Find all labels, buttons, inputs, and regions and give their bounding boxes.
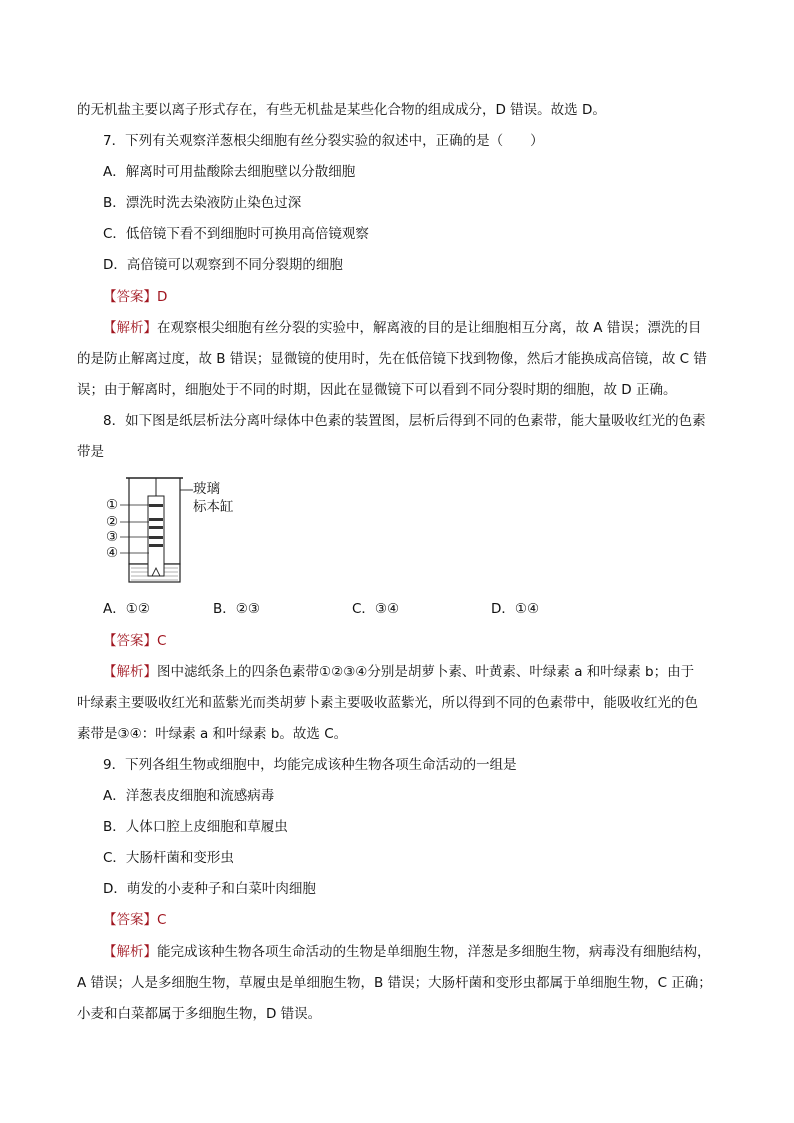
q8-option-d: D．①④ [491,601,540,617]
jar-label-line-2: 标本缸 [193,499,234,515]
explanation-7-line-3: 误；由于解离时，细胞处于不同的时期，因此在显微镜下可以看到不同分裂时期的细胞，故 D 正确。 [77,382,677,398]
q7-option-c: C．低倍镜下看不到细胞时可换用高倍镜观察 [103,226,369,242]
q9-option-d: D．萌发的小麦种子和白菜叶肉细胞 [103,881,316,897]
explanation-tag: 【解析】 [103,664,157,680]
q8-option-c: C．③④ [352,601,400,617]
q7-option-d: D．高倍镜可以观察到不同分裂期的细胞 [103,257,343,273]
question-8-line-1: 8．如下图是纸层析法分离叶绿体中色素的装置图，层析后得到不同的色素带，能大量吸收红光的色素 [103,413,706,429]
explanation-9-line-2: A 错误；人是多细胞生物，草履虫是单细胞生物，B 错误；大肠杆菌和变形虫都属于单细胞生物，C 正确； [77,975,712,991]
explanation-8-line-1 [103,662,720,682]
question-7: 7．下列有关观察洋葱根尖细胞有丝分裂实验的叙述中，正确的是（ ） [103,133,544,149]
explanation-text: 图中滤纸条上的四条色素带①②③④分别是胡萝卜素、叶黄素、叶绿素 a 和叶绿素 b；由于 [157,664,695,680]
explanation-9-line-3: 小麦和白菜都属于多细胞生物，D 错误。 [77,1006,322,1022]
chromatography-figure [100,474,260,594]
explanation-tag: 【解析】 [103,320,157,336]
explanation-7-line-1 [103,318,720,338]
q9-option-b: B．人体口腔上皮细胞和草履虫 [103,819,288,835]
question-8-line-2: 带是 [77,444,104,460]
answer-value: C [157,633,167,649]
answer-tag: 【答案】 [103,633,157,649]
explanation-text: 能完成该种生物各项生命活动的生物是单细胞生物，洋葱是多细胞生物，病毒没有细胞结构， [157,944,711,960]
explanation-7-line-2: 的是防止解离过度，故 B 错误；显微镜的使用时，先在低倍镜下找到物像，然后才能换成高倍镜，故 C 错 [77,351,707,367]
q9-option-c: C．大肠杆菌和变形虫 [103,850,234,866]
explanation-tag: 【解析】 [103,944,157,960]
question-9: 9．下列各组生物或细胞中，均能完成该种生物各项生命活动的一组是 [103,757,517,773]
answer-value: D [157,289,168,305]
band-label-1: ① [106,497,119,513]
chromatography-diagram [100,474,260,594]
explanation-8-line-2: 叶绿素主要吸收红光和蓝紫光而类胡萝卜素主要吸收蓝紫光，所以得到不同的色素带中，能吸收红光的色 [77,695,698,711]
explanation-text: 在观察根尖细胞有丝分裂的实验中，解离液的目的是让细胞相互分离，故 A 错误；漂洗的目 [157,320,702,336]
answer-tag: 【答案】 [103,289,157,305]
band-label-4: ④ [106,545,119,561]
text-line: 的无机盐主要以离子形式存在，有些无机盐是某些化合物的组成成分，D 错误。故选 D。 [77,102,606,118]
jar-label-line-1: 玻璃 [193,481,220,497]
q7-option-a: A．解离时可用盐酸除去细胞壁以分散细胞 [103,164,356,180]
q8-option-b: B．②③ [213,601,260,617]
q9-option-a: A．洋葱表皮细胞和流感病毒 [103,788,275,804]
explanation-8-line-3: 素带是③④：叶绿素 a 和叶绿素 b。故选 C。 [77,726,348,742]
answer-8 [103,631,720,651]
explanation-9-line-1 [103,942,720,962]
answer-7 [103,287,720,307]
band-label-3: ③ [106,529,119,545]
answer-9 [103,910,720,930]
answer-value: C [157,912,167,928]
q7-option-b: B．漂洗时洗去染液防止染色过深 [103,195,302,211]
answer-tag: 【答案】 [103,912,157,928]
band-label-2: ② [106,514,119,530]
q8-option-a: A．①② [103,601,150,617]
